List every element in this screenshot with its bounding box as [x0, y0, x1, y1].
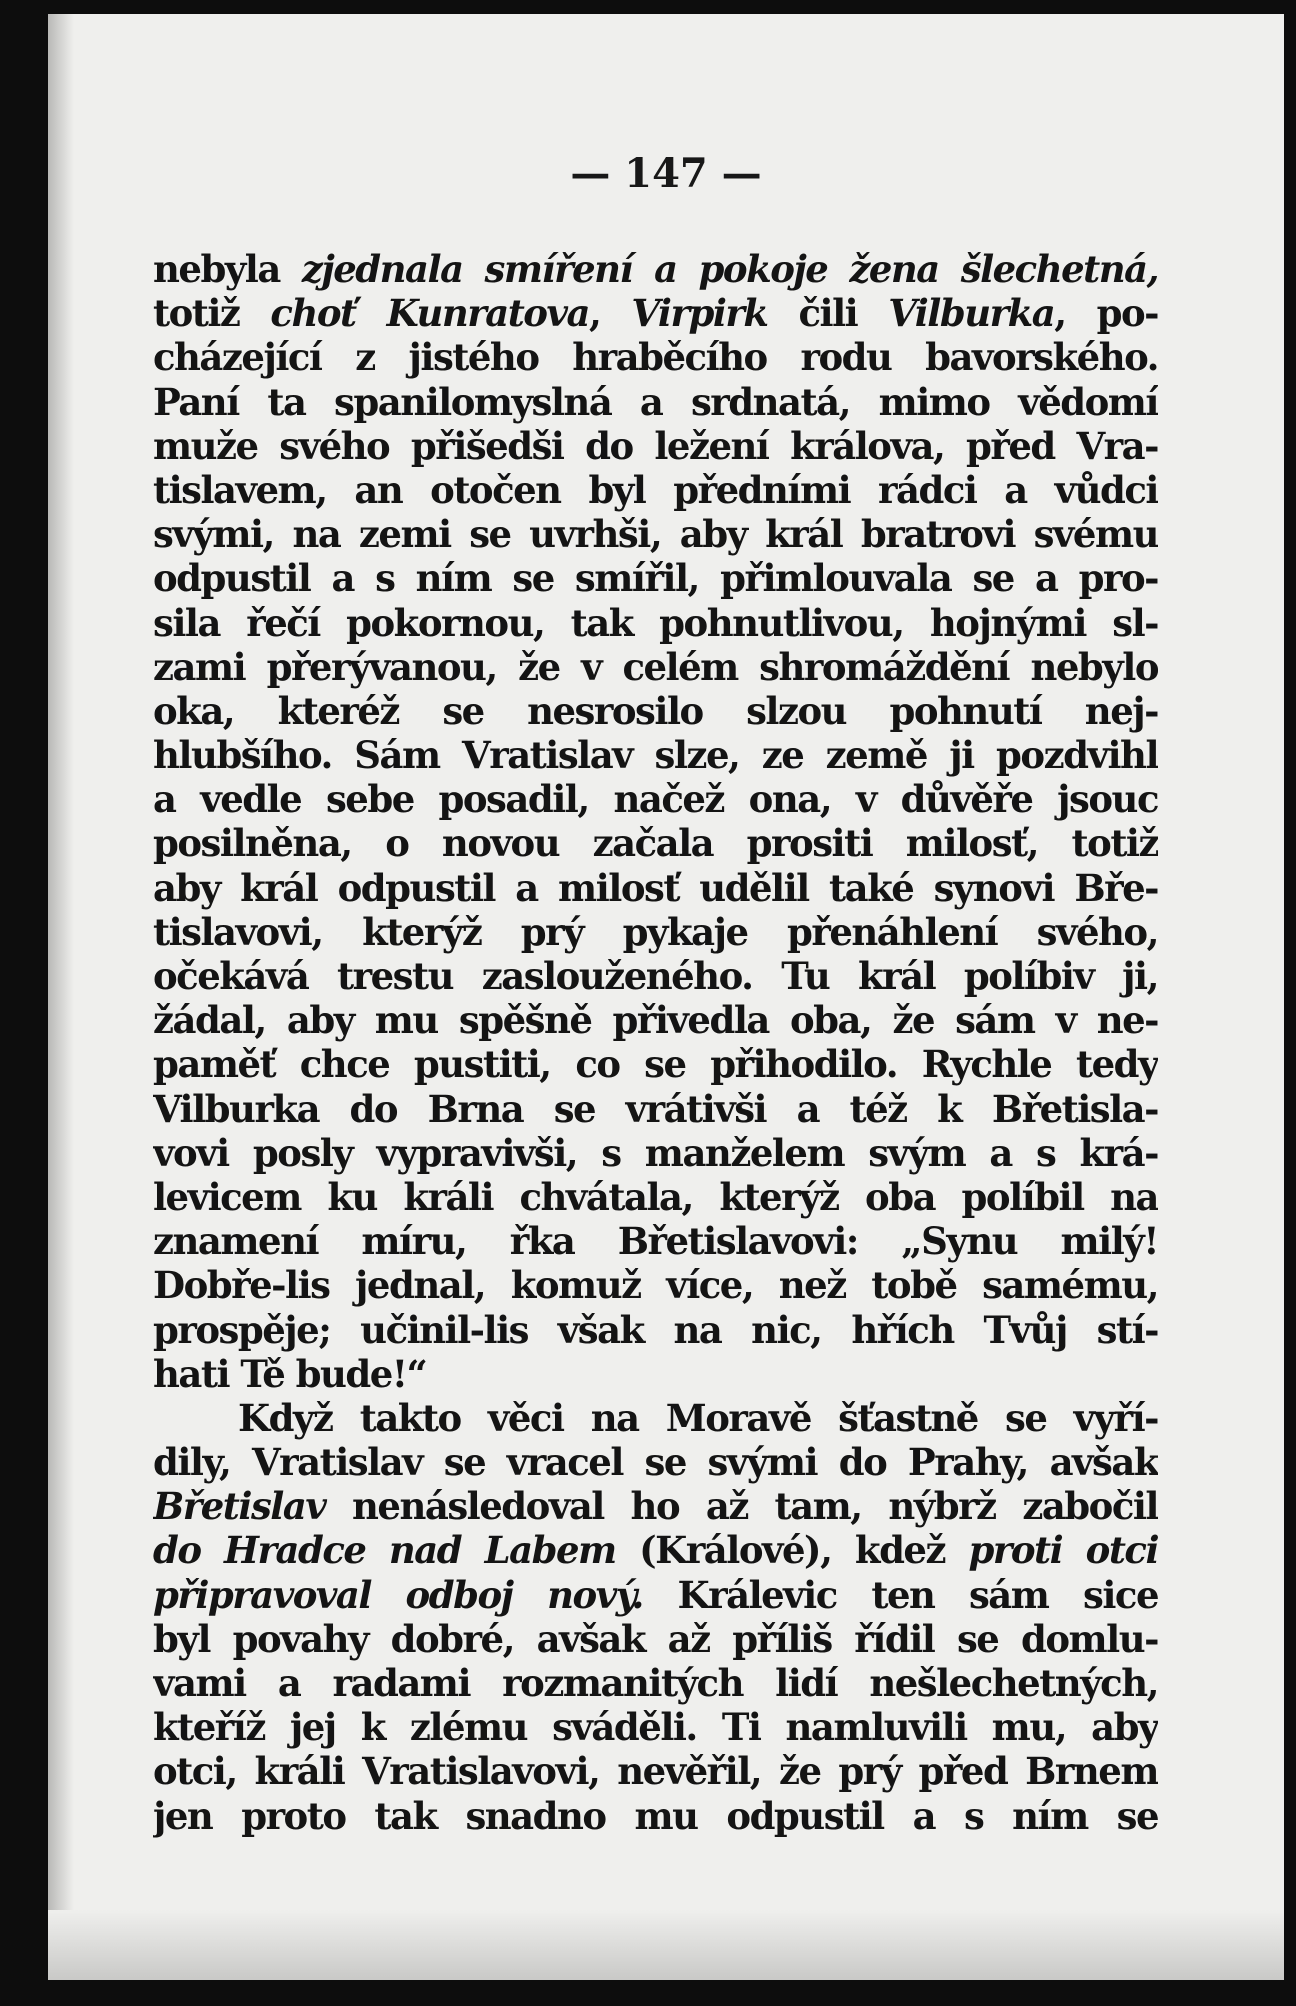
- text-run: muže svého přišedši do ležení králova, před Vra-: [153, 423, 1158, 468]
- text-line: [153, 1705, 1158, 1749]
- text-run: prospěje; učinil-lis však na nic, hřích Tvůj stí-: [153, 1307, 1158, 1352]
- text-run: tislavovi, kterýž prý pykaje přenáhlení svého,: [153, 909, 1158, 954]
- text-line: [153, 998, 1158, 1042]
- text-run: paměť chce pustiti, co se přihodilo. Rychle tedy: [153, 1042, 1158, 1087]
- text-line: [153, 247, 1158, 291]
- text-line: [153, 601, 1158, 645]
- text-line: [153, 1749, 1158, 1793]
- text-run: hati Tě bude!“: [153, 1351, 427, 1396]
- text-run: nebyla: [153, 247, 302, 291]
- italic-text: do Hradce nad Labem: [153, 1528, 616, 1573]
- text-run: svými, na zemi se uvrhši, aby král bratrovi svému: [153, 512, 1158, 557]
- text-run: dily, Vratislav se vracel se svými do Prahy, avšak: [153, 1440, 1158, 1485]
- text-line: [153, 1661, 1158, 1705]
- text-line: [153, 1484, 1158, 1528]
- text-line: [153, 1042, 1158, 1086]
- italic-text: připravoval odboj nový.: [153, 1572, 643, 1617]
- text-run: znamení míru, řka Břetislavovi: „Synu milý!: [153, 1219, 1158, 1264]
- text-line: [153, 1617, 1158, 1661]
- text-line: [153, 1087, 1158, 1131]
- text-run: zami přerývanou, že v celém shromáždění nebylo: [153, 644, 1158, 689]
- text-run: žádal, aby mu spěšně přivedla oba, že sám v ne-: [153, 998, 1158, 1043]
- text-run: totiž: [153, 291, 271, 336]
- text-line: [153, 954, 1158, 998]
- text-run: hlubšího. Sám Vratislav slze, ze země ji pozdvihl: [153, 733, 1158, 778]
- text-run: vami a radami rozmanitých lidí nešlechetných,: [153, 1661, 1158, 1705]
- text-line: [153, 1352, 1158, 1396]
- text-run: a vedle sebe posadil, načež ona, v důvěře jsouc: [153, 777, 1158, 822]
- text-line: [153, 1440, 1158, 1484]
- text-line: [153, 380, 1158, 424]
- text-run: Když takto věci na Moravě šťastně se vyří-: [238, 1395, 1158, 1440]
- text-run: posilněna, o novou začala prositi milosť, totiž: [153, 821, 1158, 866]
- italic-text: Břetislav: [153, 1484, 326, 1529]
- text-run: byl povahy dobré, avšak až příliš řídil se domlu-: [153, 1616, 1158, 1661]
- book-page: [48, 14, 1284, 1980]
- text-run: aby král odpustil a milosť udělil také synovi Bře-: [153, 865, 1158, 910]
- text-line: [153, 910, 1158, 954]
- body-text: [153, 247, 1158, 1838]
- text-line: [153, 1308, 1158, 1352]
- text-line: [153, 1175, 1158, 1219]
- text-run: tislavem, an otočen byl předními rádci a vůdci: [153, 467, 1158, 512]
- text-line: [153, 468, 1158, 512]
- text-run: , po-: [1054, 291, 1158, 336]
- text-run: Dobře-lis jednal, komuž více, než tobě samému,: [153, 1263, 1158, 1308]
- text-run: Paní ta spanilomyslná a srdnatá, mimo vědomí: [153, 379, 1158, 424]
- text-line: [153, 1528, 1158, 1572]
- text-run: odpustil a s ním se smířil, přimlouvala se a pro-: [153, 556, 1158, 601]
- text-line: [153, 291, 1158, 335]
- text-line: [153, 1219, 1158, 1263]
- italic-text: choť Kunratova: [270, 291, 589, 336]
- text-run: levicem ku králi chvátala, kterýž oba políbil na: [153, 1174, 1158, 1219]
- text-line: [153, 645, 1158, 689]
- text-run: kteříž jej k zlému sváděli. Ti namluvili mu, aby: [153, 1705, 1158, 1750]
- text-line: [153, 1131, 1158, 1175]
- text-run: nenásledoval ho až tam, nýbrž zabočil: [325, 1484, 1158, 1529]
- text-run: očekává trestu zaslouženého. Tu král políbiv ji,: [153, 954, 1158, 998]
- text-run: (Králové), kdež: [615, 1528, 969, 1573]
- text-line: [153, 1794, 1158, 1838]
- text-line: [153, 556, 1158, 600]
- italic-text: Virpirk: [631, 291, 768, 336]
- text-run: sila řečí pokornou, tak pohnutlivou, hojnými sl-: [153, 600, 1158, 645]
- text-run: Králevic ten sám sice: [642, 1572, 1158, 1617]
- text-line: [153, 1396, 1158, 1440]
- text-run: otci, králi Vratislavovi, nevěřil, že prý před Brnem: [153, 1749, 1158, 1794]
- text-line: [153, 777, 1158, 821]
- text-line: [153, 512, 1158, 556]
- text-line: [153, 424, 1158, 468]
- text-line: [153, 866, 1158, 910]
- italic-text: proti otci: [968, 1528, 1158, 1573]
- text-line: [153, 821, 1158, 865]
- text-run: jen proto tak snadno mu odpustil a s ním se: [153, 1793, 1158, 1838]
- text-line: [153, 335, 1158, 379]
- italic-text: Vilburka: [888, 291, 1055, 336]
- text-run: vovi posly vypravivši, s manželem svým a s krá-: [153, 1130, 1158, 1175]
- text-run: cházející z jistého hraběcího rodu bavorského.: [153, 335, 1158, 380]
- italic-text: zjednala smíření a pokoje žena šlechetná,: [301, 247, 1158, 291]
- text-run: oka, kteréž se nesrosilo slzou pohnutí nej-: [153, 688, 1158, 733]
- text-line: [153, 733, 1158, 777]
- text-run: ,: [588, 291, 632, 336]
- text-line: [153, 1573, 1158, 1617]
- text-run: čili: [767, 291, 889, 336]
- text-line: [153, 689, 1158, 733]
- page-number: — 147 —: [570, 150, 762, 197]
- text-run: Vilburka do Brna se vrátivši a též k Břetisla-: [153, 1086, 1158, 1131]
- text-line: [153, 1263, 1158, 1307]
